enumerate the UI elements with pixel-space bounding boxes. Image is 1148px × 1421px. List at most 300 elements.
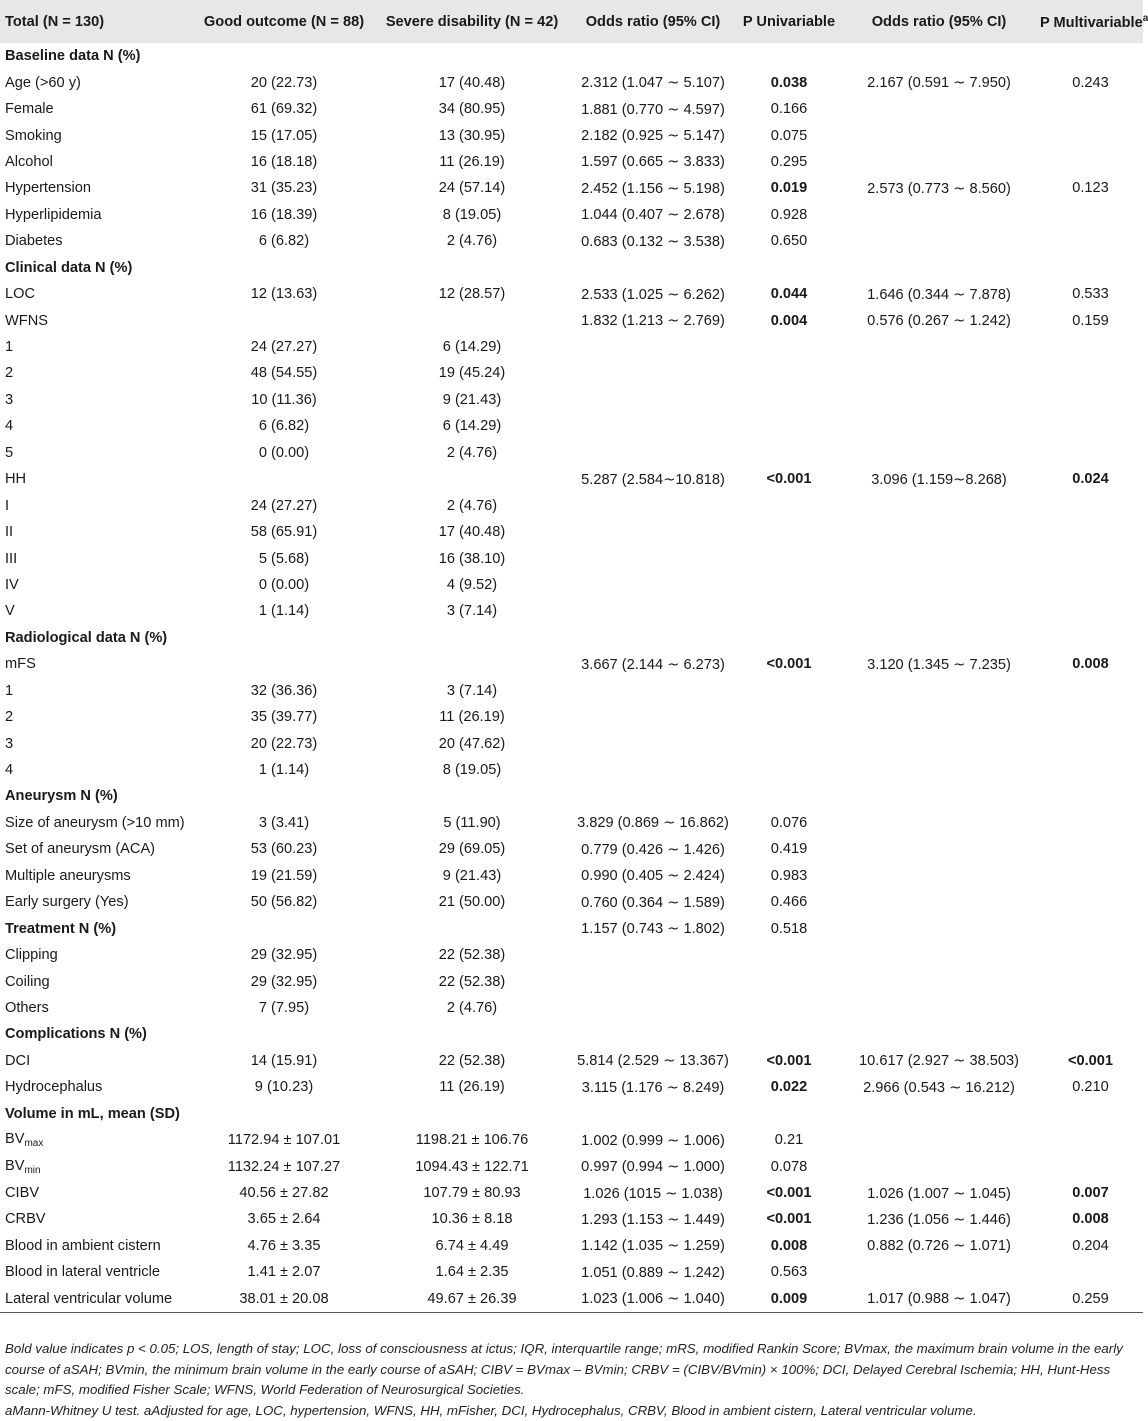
severe-disability-cell	[376, 1101, 568, 1127]
row-label	[0, 1153, 192, 1179]
odds-ratio-univariable-cell	[568, 334, 738, 360]
row-label-text: V	[5, 603, 15, 619]
row-label-text: LOC	[5, 286, 35, 302]
row-label	[0, 1259, 192, 1285]
p-multivariable-cell: 0.008	[1038, 1206, 1143, 1232]
table-row	[0, 810, 1143, 836]
row-label	[0, 995, 192, 1021]
odds-ratio-univariable-cell: 2.533 (1.025 ∼ 6.262)	[568, 281, 738, 307]
severe-disability-cell: 2 (4.76)	[376, 440, 568, 466]
odds-ratio-multivariable-cell: 3.096 (1.159∼8.268)	[840, 466, 1038, 492]
p-univariable-cell: 0.166	[738, 96, 840, 122]
row-label	[0, 942, 192, 968]
severe-disability-cell: 1198.21 ± 106.76	[376, 1127, 568, 1153]
odds-ratio-multivariable-cell: 0.576 (0.267 ∼ 1.242)	[840, 307, 1038, 333]
row-label-text: CIBV	[5, 1185, 39, 1201]
good-outcome-cell: 29 (32.95)	[192, 968, 376, 994]
p-univariable-cell	[738, 255, 840, 281]
severe-disability-cell: 11 (26.19)	[376, 1074, 568, 1100]
good-outcome-cell: 32 (36.36)	[192, 678, 376, 704]
odds-ratio-univariable-cell	[568, 255, 738, 281]
table-row	[0, 149, 1143, 175]
odds-ratio-univariable-cell	[568, 730, 738, 756]
odds-ratio-univariable-cell: 1.293 (1.153 ∼ 1.449)	[568, 1206, 738, 1232]
row-label-text: 4	[5, 762, 13, 778]
table-row	[0, 413, 1143, 439]
odds-ratio-multivariable-cell	[840, 492, 1038, 518]
severe-disability-cell: 2 (4.76)	[376, 995, 568, 1021]
table-row	[0, 1127, 1143, 1153]
row-label-text: CRBV	[5, 1211, 46, 1227]
section-label	[0, 1101, 192, 1127]
row-label-text: III	[5, 551, 17, 567]
odds-ratio-univariable-cell: 1.832 (1.213 ∼ 2.769)	[568, 307, 738, 333]
good-outcome-cell: 48 (54.55)	[192, 360, 376, 386]
p-multivariable-cell: 0.243	[1038, 69, 1143, 95]
table-row	[0, 651, 1143, 677]
good-outcome-cell: 19 (21.59)	[192, 863, 376, 889]
row-label	[0, 836, 192, 862]
odds-ratio-univariable-cell	[568, 492, 738, 518]
p-univariable-cell: <0.001	[738, 651, 840, 677]
header-p-univariable: P Univariable	[738, 0, 840, 43]
p-multivariable-cell	[1038, 836, 1143, 862]
p-multivariable-cell	[1038, 1127, 1143, 1153]
p-univariable-cell: <0.001	[738, 1048, 840, 1074]
table-row	[0, 1259, 1143, 1285]
section-row	[0, 43, 1143, 69]
odds-ratio-multivariable-cell	[840, 1153, 1038, 1179]
section-label	[0, 625, 192, 651]
p-univariable-cell	[738, 1101, 840, 1127]
p-multivariable-cell: 0.210	[1038, 1074, 1143, 1100]
header-p-multivariable-sup: a	[1143, 13, 1148, 24]
p-univariable-cell	[738, 572, 840, 598]
good-outcome-cell	[192, 651, 376, 677]
table-row	[0, 1233, 1143, 1259]
row-label	[0, 1206, 192, 1232]
odds-ratio-univariable-cell	[568, 704, 738, 730]
row-label	[0, 466, 192, 492]
p-multivariable-cell	[1038, 995, 1143, 1021]
odds-ratio-multivariable-cell	[840, 122, 1038, 148]
odds-ratio-multivariable-cell: 1.026 (1.007 ∼ 1.045)	[840, 1180, 1038, 1206]
odds-ratio-univariable-cell: 1.597 (0.665 ∼ 3.833)	[568, 149, 738, 175]
p-multivariable-cell	[1038, 757, 1143, 783]
odds-ratio-univariable-cell	[568, 360, 738, 386]
section-row	[0, 783, 1143, 809]
table-row	[0, 492, 1143, 518]
table-row	[0, 730, 1143, 756]
severe-disability-cell: 8 (19.05)	[376, 202, 568, 228]
p-univariable-cell: <0.001	[738, 1180, 840, 1206]
p-univariable-cell	[738, 519, 840, 545]
severe-disability-cell: 6 (14.29)	[376, 334, 568, 360]
good-outcome-cell	[192, 915, 376, 941]
section-label	[0, 783, 192, 809]
row-label	[0, 598, 192, 624]
good-outcome-cell	[192, 255, 376, 281]
table-row	[0, 1180, 1143, 1206]
row-label-subscript: max	[24, 1138, 43, 1149]
p-univariable-cell	[738, 704, 840, 730]
good-outcome-cell: 16 (18.39)	[192, 202, 376, 228]
row-label	[0, 757, 192, 783]
odds-ratio-univariable-cell: 2.182 (0.925 ∼ 5.147)	[568, 122, 738, 148]
row-label-text: I	[5, 498, 9, 514]
odds-ratio-univariable-cell: 3.829 (0.869 ∼ 16.862)	[568, 810, 738, 836]
odds-ratio-univariable-cell	[568, 519, 738, 545]
odds-ratio-multivariable-cell	[840, 995, 1038, 1021]
row-label-text: Hydrocephalus	[5, 1079, 102, 1095]
header-severe-disability: Severe disability (N = 42)	[376, 0, 568, 43]
row-label-text: Coiling	[5, 974, 50, 990]
row-label-text: Diabetes	[5, 233, 63, 249]
odds-ratio-multivariable-cell	[840, 810, 1038, 836]
odds-ratio-multivariable-cell	[840, 783, 1038, 809]
table-row	[0, 545, 1143, 571]
odds-ratio-multivariable-cell	[840, 202, 1038, 228]
row-label	[0, 202, 192, 228]
p-univariable-cell: 0.563	[738, 1259, 840, 1285]
p-univariable-cell: 0.078	[738, 1153, 840, 1179]
severe-disability-cell: 8 (19.05)	[376, 757, 568, 783]
table-row	[0, 1074, 1143, 1100]
row-label	[0, 1127, 192, 1153]
odds-ratio-multivariable-cell: 2.573 (0.773 ∼ 8.560)	[840, 175, 1038, 201]
p-univariable-cell	[738, 968, 840, 994]
good-outcome-cell: 4.76 ± 3.35	[192, 1233, 376, 1259]
odds-ratio-multivariable-cell	[840, 96, 1038, 122]
good-outcome-cell: 9 (10.23)	[192, 1074, 376, 1100]
table-row	[0, 1286, 1143, 1312]
odds-ratio-multivariable-cell: 10.617 (2.927 ∼ 38.503)	[840, 1048, 1038, 1074]
row-label-text: Age (>60 y)	[5, 75, 81, 91]
p-multivariable-cell	[1038, 1259, 1143, 1285]
p-multivariable-cell	[1038, 255, 1143, 281]
row-label-text: Early surgery (Yes)	[5, 894, 129, 910]
table-row	[0, 863, 1143, 889]
p-univariable-cell	[738, 757, 840, 783]
severe-disability-cell: 17 (40.48)	[376, 69, 568, 95]
odds-ratio-univariable-cell: 0.760 (0.364 ∼ 1.589)	[568, 889, 738, 915]
odds-ratio-univariable-cell: 5.287 (2.584∼10.818)	[568, 466, 738, 492]
row-label	[0, 968, 192, 994]
good-outcome-cell: 50 (56.82)	[192, 889, 376, 915]
p-multivariable-cell	[1038, 519, 1143, 545]
odds-ratio-multivariable-cell	[840, 730, 1038, 756]
odds-ratio-univariable-cell	[568, 968, 738, 994]
severe-disability-cell: 12 (28.57)	[376, 281, 568, 307]
odds-ratio-multivariable-cell	[840, 915, 1038, 941]
good-outcome-cell	[192, 43, 376, 69]
row-label-text: DCI	[5, 1053, 30, 1069]
odds-ratio-multivariable-cell: 1.236 (1.056 ∼ 1.446)	[840, 1206, 1038, 1232]
odds-ratio-univariable-cell	[568, 783, 738, 809]
p-univariable-cell	[738, 545, 840, 571]
p-univariable-cell: 0.21	[738, 1127, 840, 1153]
good-outcome-cell: 29 (32.95)	[192, 942, 376, 968]
p-multivariable-cell	[1038, 572, 1143, 598]
p-multivariable-cell: 0.007	[1038, 1180, 1143, 1206]
row-label	[0, 651, 192, 677]
row-label-text: Smoking	[5, 128, 62, 144]
severe-disability-cell	[376, 466, 568, 492]
p-multivariable-cell	[1038, 492, 1143, 518]
row-label-text: 5	[5, 445, 13, 461]
p-univariable-cell: 0.019	[738, 175, 840, 201]
p-univariable-cell	[738, 492, 840, 518]
severe-disability-cell: 5 (11.90)	[376, 810, 568, 836]
odds-ratio-univariable-cell: 1.023 (1.006 ∼ 1.040)	[568, 1286, 738, 1312]
odds-ratio-multivariable-cell	[840, 678, 1038, 704]
odds-ratio-univariable-cell: 2.452 (1.156 ∼ 5.198)	[568, 175, 738, 201]
row-label-text: Hyperlipidemia	[5, 207, 102, 223]
table-row	[0, 1153, 1143, 1179]
good-outcome-cell: 1.41 ± 2.07	[192, 1259, 376, 1285]
odds-ratio-univariable-cell	[568, 545, 738, 571]
severe-disability-cell: 9 (21.43)	[376, 863, 568, 889]
row-label-text: Set of aneurysm (ACA)	[5, 841, 155, 857]
odds-ratio-multivariable-cell	[840, 1259, 1038, 1285]
p-multivariable-cell	[1038, 889, 1143, 915]
good-outcome-cell: 24 (27.27)	[192, 334, 376, 360]
p-univariable-cell	[738, 730, 840, 756]
header-odds-ratio-multivariable: Odds ratio (95% CI)	[840, 0, 1038, 43]
odds-ratio-univariable-cell	[568, 43, 738, 69]
good-outcome-cell	[192, 783, 376, 809]
section-label	[0, 43, 192, 69]
row-label	[0, 1180, 192, 1206]
p-multivariable-cell: 0.123	[1038, 175, 1143, 201]
good-outcome-cell: 3 (3.41)	[192, 810, 376, 836]
severe-disability-cell	[376, 651, 568, 677]
severe-disability-cell: 16 (38.10)	[376, 545, 568, 571]
row-label	[0, 678, 192, 704]
good-outcome-cell: 38.01 ± 20.08	[192, 1286, 376, 1312]
good-outcome-cell: 15 (17.05)	[192, 122, 376, 148]
odds-ratio-multivariable-cell	[840, 440, 1038, 466]
row-label-text: Clipping	[5, 947, 58, 963]
row-label	[0, 175, 192, 201]
p-multivariable-cell	[1038, 704, 1143, 730]
row-label-subscript: min	[24, 1165, 40, 1176]
good-outcome-cell: 16 (18.18)	[192, 149, 376, 175]
odds-ratio-multivariable-cell: 1.646 (0.344 ∼ 7.878)	[840, 281, 1038, 307]
odds-ratio-univariable-cell	[568, 572, 738, 598]
row-label	[0, 228, 192, 254]
odds-ratio-multivariable-cell	[840, 863, 1038, 889]
odds-ratio-multivariable-cell: 2.966 (0.543 ∼ 16.212)	[840, 1074, 1038, 1100]
p-univariable-cell: 0.650	[738, 228, 840, 254]
p-multivariable-cell	[1038, 149, 1143, 175]
p-univariable-cell: 0.983	[738, 863, 840, 889]
p-multivariable-cell: 0.204	[1038, 1233, 1143, 1259]
severe-disability-cell: 19 (45.24)	[376, 360, 568, 386]
table-row	[0, 572, 1143, 598]
table-row	[0, 1048, 1143, 1074]
p-multivariable-cell	[1038, 863, 1143, 889]
p-multivariable-cell	[1038, 678, 1143, 704]
good-outcome-cell: 58 (65.91)	[192, 519, 376, 545]
row-label	[0, 307, 192, 333]
severe-disability-cell: 6.74 ± 4.49	[376, 1233, 568, 1259]
header-good-outcome: Good outcome (N = 88)	[192, 0, 376, 43]
severe-disability-cell: 1094.43 ± 122.71	[376, 1153, 568, 1179]
severe-disability-cell: 49.67 ± 26.39	[376, 1286, 568, 1312]
row-label-text: Volume in mL, mean (SD)	[5, 1106, 180, 1122]
table-row	[0, 69, 1143, 95]
odds-ratio-univariable-cell	[568, 1021, 738, 1047]
odds-ratio-multivariable-cell: 2.167 (0.591 ∼ 7.950)	[840, 69, 1038, 95]
table-row	[0, 995, 1143, 1021]
odds-ratio-multivariable-cell	[840, 942, 1038, 968]
p-multivariable-cell	[1038, 360, 1143, 386]
row-label	[0, 519, 192, 545]
row-label	[0, 1048, 192, 1074]
p-multivariable-cell	[1038, 1021, 1143, 1047]
p-univariable-cell	[738, 360, 840, 386]
row-label	[0, 281, 192, 307]
p-univariable-cell: 0.022	[738, 1074, 840, 1100]
row-label-text: 1	[5, 339, 13, 355]
row-label	[0, 1286, 192, 1312]
good-outcome-cell: 24 (27.27)	[192, 492, 376, 518]
good-outcome-cell	[192, 1101, 376, 1127]
header-row	[0, 0, 1143, 43]
severe-disability-cell: 21 (50.00)	[376, 889, 568, 915]
p-multivariable-cell	[1038, 1101, 1143, 1127]
table-row	[0, 175, 1143, 201]
good-outcome-cell: 61 (69.32)	[192, 96, 376, 122]
odds-ratio-univariable-cell: 0.683 (0.132 ∼ 3.538)	[568, 228, 738, 254]
row-label	[0, 413, 192, 439]
p-univariable-cell	[738, 413, 840, 439]
p-multivariable-cell: 0.533	[1038, 281, 1143, 307]
odds-ratio-multivariable-cell	[840, 1127, 1038, 1153]
odds-ratio-multivariable-cell	[840, 519, 1038, 545]
p-univariable-cell: <0.001	[738, 1206, 840, 1232]
p-univariable-cell	[738, 1021, 840, 1047]
odds-ratio-multivariable-cell	[840, 387, 1038, 413]
p-univariable-cell	[738, 43, 840, 69]
row-label-text: Treatment N (%)	[5, 921, 116, 937]
severe-disability-cell	[376, 625, 568, 651]
row-label-text: 3	[5, 736, 13, 752]
table-row	[0, 440, 1143, 466]
odds-ratio-multivariable-cell	[840, 836, 1038, 862]
good-outcome-cell: 1132.24 ± 107.27	[192, 1153, 376, 1179]
severe-disability-cell: 20 (47.62)	[376, 730, 568, 756]
row-label-text: Complications N (%)	[5, 1026, 147, 1042]
row-label-text: Blood in lateral ventricle	[5, 1264, 160, 1280]
row-label	[0, 1074, 192, 1100]
odds-ratio-univariable-cell: 1.044 (0.407 ∼ 2.678)	[568, 202, 738, 228]
table-row	[0, 1206, 1143, 1232]
p-univariable-cell: 0.076	[738, 810, 840, 836]
severe-disability-cell	[376, 307, 568, 333]
odds-ratio-multivariable-cell: 1.017 (0.988 ∼ 1.047)	[840, 1286, 1038, 1312]
severe-disability-cell: 2 (4.76)	[376, 492, 568, 518]
odds-ratio-univariable-cell: 0.997 (0.994 ∼ 1.000)	[568, 1153, 738, 1179]
row-label-text: Aneurysm N (%)	[5, 788, 118, 804]
good-outcome-cell: 10 (11.36)	[192, 387, 376, 413]
row-label	[0, 387, 192, 413]
good-outcome-cell: 1 (1.14)	[192, 757, 376, 783]
table-row	[0, 387, 1143, 413]
good-outcome-cell: 12 (13.63)	[192, 281, 376, 307]
good-outcome-cell: 40.56 ± 27.82	[192, 1180, 376, 1206]
severe-disability-cell: 9 (21.43)	[376, 387, 568, 413]
header-p-multivariable-label: P Multivariable	[1040, 15, 1143, 31]
table-row	[0, 281, 1143, 307]
good-outcome-cell: 20 (22.73)	[192, 730, 376, 756]
odds-ratio-univariable-cell: 1.051 (0.889 ∼ 1.242)	[568, 1259, 738, 1285]
p-univariable-cell: <0.001	[738, 466, 840, 492]
table-row	[0, 678, 1143, 704]
row-label	[0, 810, 192, 836]
section-row	[0, 1101, 1143, 1127]
table-row	[0, 307, 1143, 333]
odds-ratio-univariable-cell	[568, 678, 738, 704]
row-label-text: Blood in ambient cistern	[5, 1238, 161, 1254]
row-label	[0, 572, 192, 598]
p-multivariable-cell	[1038, 334, 1143, 360]
severe-disability-cell: 22 (52.38)	[376, 968, 568, 994]
p-multivariable-cell	[1038, 915, 1143, 941]
row-label	[0, 545, 192, 571]
odds-ratio-univariable-cell	[568, 598, 738, 624]
severe-disability-cell: 3 (7.14)	[376, 598, 568, 624]
p-univariable-cell	[738, 995, 840, 1021]
p-multivariable-cell	[1038, 387, 1143, 413]
odds-ratio-multivariable-cell	[840, 889, 1038, 915]
odds-ratio-multivariable-cell	[840, 255, 1038, 281]
footnote-abbreviations: Bold value indicates p < 0.05; LOS, length of stay; LOC, loss of consciousness at ictus; IQR, interquartile range; mRS, modified Rankin Score; BVmax, the maximum brain volume in the early course of aSAH; BVmin, the minimum brain volume in the early course of aSAH; CIBV = BVmax – BVmin; CRBV = (CIBV/BVmin) × 100%; DCI, Delayed Cerebral Ischemia; HH, Hunt-Hess scale; mFS, modified Fisher Scale; WFNS, World Federation of Neurosurgical Societies.	[5, 1339, 1138, 1401]
odds-ratio-multivariable-cell: 0.882 (0.726 ∼ 1.071)	[840, 1233, 1038, 1259]
odds-ratio-multivariable-cell	[840, 968, 1038, 994]
row-label	[0, 704, 192, 730]
severe-disability-cell: 24 (57.14)	[376, 175, 568, 201]
odds-ratio-multivariable-cell	[840, 572, 1038, 598]
odds-ratio-multivariable-cell	[840, 625, 1038, 651]
good-outcome-cell: 7 (7.95)	[192, 995, 376, 1021]
row-label	[0, 334, 192, 360]
row-label-text: Radiological data N (%)	[5, 630, 167, 646]
p-univariable-cell: 0.044	[738, 281, 840, 307]
p-univariable-cell	[738, 387, 840, 413]
header-total: Total (N = 130)	[0, 0, 192, 43]
p-multivariable-cell: 0.008	[1038, 651, 1143, 677]
severe-disability-cell: 11 (26.19)	[376, 704, 568, 730]
row-label-text: Lateral ventricular volume	[5, 1291, 172, 1307]
p-multivariable-cell: 0.159	[1038, 307, 1143, 333]
odds-ratio-multivariable-cell	[840, 1101, 1038, 1127]
row-label-text: 1	[5, 683, 13, 699]
row-label-text: 2	[5, 709, 13, 725]
p-multivariable-cell	[1038, 228, 1143, 254]
good-outcome-cell: 6 (6.82)	[192, 228, 376, 254]
p-multivariable-cell	[1038, 413, 1143, 439]
good-outcome-cell: 35 (39.77)	[192, 704, 376, 730]
row-label-text: Alcohol	[5, 154, 53, 170]
table-row	[0, 968, 1143, 994]
table-row	[0, 757, 1143, 783]
p-multivariable-cell	[1038, 545, 1143, 571]
row-label-text: 3	[5, 392, 13, 408]
severe-disability-cell: 4 (9.52)	[376, 572, 568, 598]
odds-ratio-univariable-cell: 0.990 (0.405 ∼ 2.424)	[568, 863, 738, 889]
